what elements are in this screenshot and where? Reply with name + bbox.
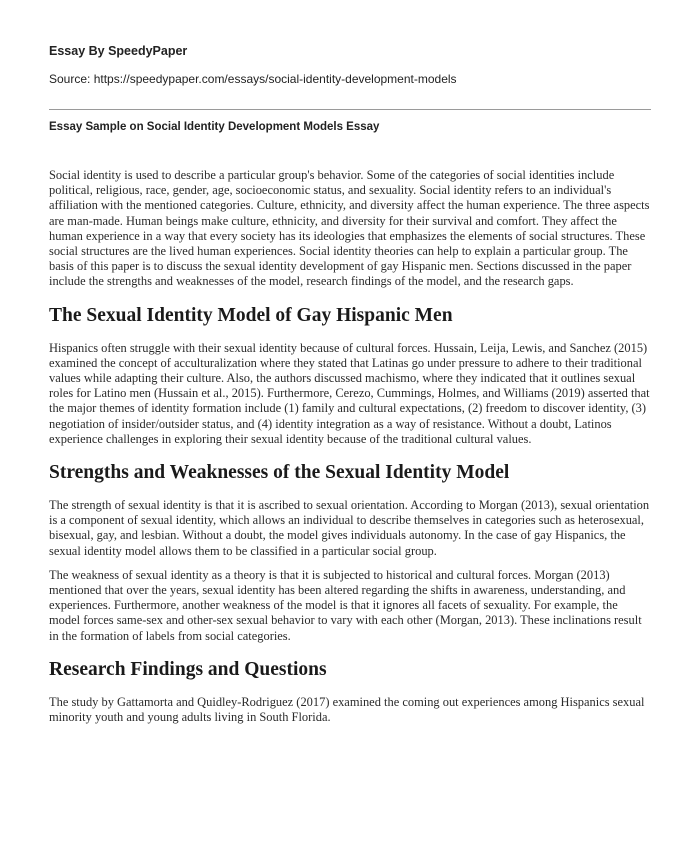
section2-paragraph-1: The strength of sexual identity is that it is ascribed to sexual orientation. According to Morgan (2013), sexual orientation is a component of sexual identity, which allows an individual to describe themselves in categories such as heterosexual, bisexual, gay, and lesbian. Without a doubt, the model gives individuals autonomy. In the case of gay Hispanics, the sexual identity model allows them to be classified in a particular social group. (49, 498, 650, 558)
essay-body (49, 168, 651, 734)
source-url[interactable]: Source: https://speedypaper.com/essays/social-identity-development-models (49, 72, 457, 86)
brand-label: Essay By SpeedyPaper (49, 44, 188, 58)
section-heading-research-findings: Research Findings and Questions (49, 658, 327, 680)
section3-paragraph: The study by Gattamorta and Quidley-Rodriguez (2017) examined the coming out experiences among Hispanics sexual minority youth and young adults living in South Florida. (49, 694, 645, 725)
section1-paragraph: Hispanics often struggle with their sexual identity because of cultural forces. Hussain, Leija, Lewis, and Sanchez (2015) examined the concept of acculturalization where they stated that Latinas go under pressure to adhere to their traditional values while adapting their culture. Also, the authors discussed machismo, where they indicated that it outlines sexual roles for Latino men (Hussain et al., 2015). Furthermore, Cerezo, Cummings, Holmes, and Williams (2019) asserted that the major themes of identity formation include (1) family and cultural expectations, (2) freedom to discover identity, (3) negotiation of insider/outsider status, and (4) identity integration as a way of resistance. Without a doubt, Latinos experience challenges in exploring their sexual identity because of the traditional cultural values. (49, 340, 650, 446)
section-heading-sexual-identity-model: The Sexual Identity Model of Gay Hispanic Men (49, 304, 453, 326)
intro-paragraph: Social identity is used to describe a particular group's behavior. Some of the categories of social identities include political, religious, race, gender, age, socioeconomic status, and sexuality. Social identity refers to an individual's affiliation with the mentioned categories. Culture, ethnicity, and diversity affect the human experience. The three aspects are man-made. Human beings make culture, ethnicity, and diversity for their survival and comfort. They affect the human experience in a way that every society has its ideologies that emphasizes the elements of social structures. These social structures are the lived human experiences. Social identity theories can help to explain a particular group. The basis of this paper is to discuss the sexual identity development of gay Hispanic men. Sections discussed in the paper include the strengths and weaknesses of the model, research findings of the model, and the research gaps. (49, 168, 650, 289)
document-title: Essay Sample on Social Identity Development Models Essay (49, 121, 380, 133)
section2-paragraph-2: The weakness of sexual identity as a theory is that it is subjected to historical and cultural forces. Morgan (2013) mentioned that over the years, sexual identity has been altered regarding the shifts in awareness, understanding, and experiences. Furthermore, another weakness of the model is that it ignores all facets of sexuality. For example, the model forces same-sex and other-sex sexual behavior to vary with each other (Morgan, 2013). These inclinations result in the formation of labels from social categories. (49, 567, 642, 643)
section-heading-strengths-weaknesses: Strengths and Weaknesses of the Sexual Identity Model (49, 462, 510, 484)
header-divider (49, 109, 651, 110)
